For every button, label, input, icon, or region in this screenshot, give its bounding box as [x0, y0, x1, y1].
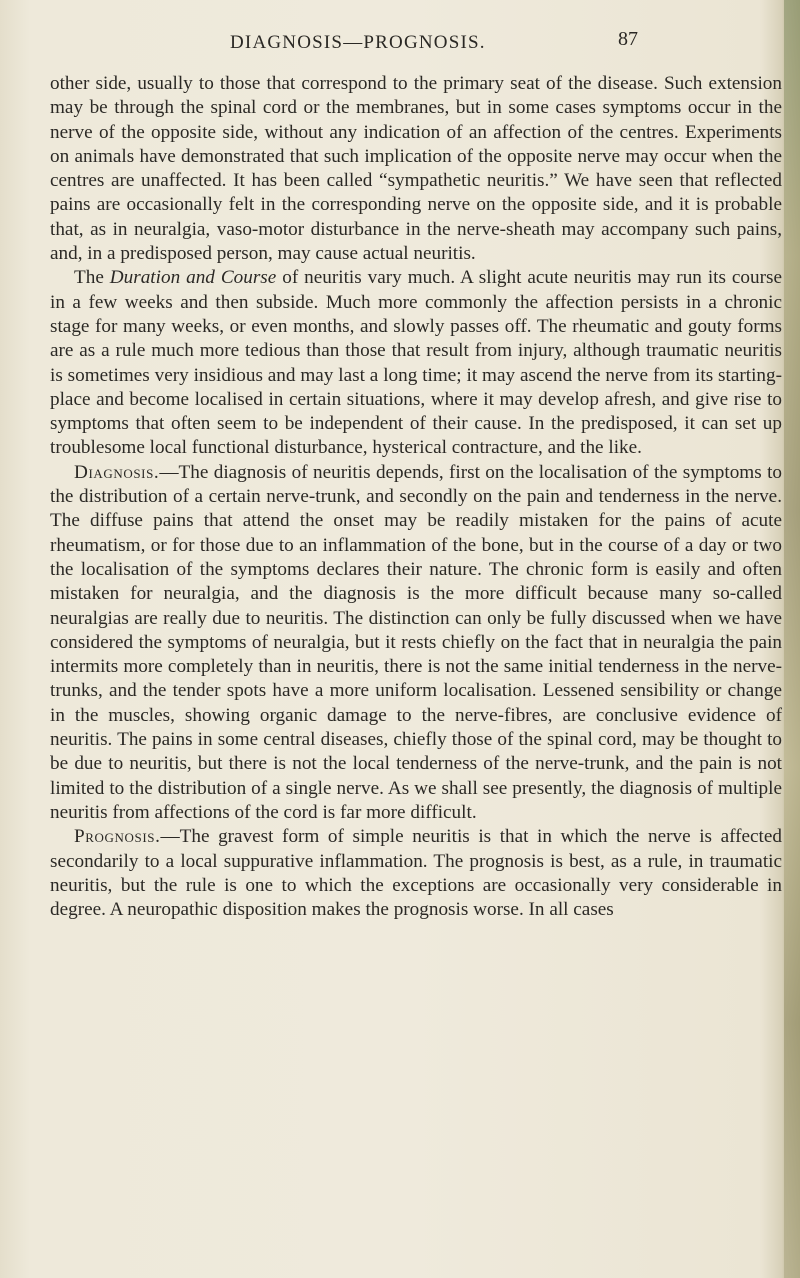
italic-heading: Duration and Course: [109, 267, 277, 289]
body-text: [50, 72, 782, 922]
paragraph-duration-course: [50, 266, 782, 460]
page-header: [0, 28, 800, 60]
paragraph-prefix: The: [74, 267, 110, 289]
paragraph-diagnosis: [50, 461, 782, 825]
running-head: DIAGNOSIS—PROGNOSIS.: [230, 32, 486, 53]
paragraph-text: —The diagnosis of neuritis depends, first on the localisation of the symptoms to the distribution of a certain nerve-trunk, and secondly on the pain and tenderness in the nerve. The diffuse pains that attend the onset may be readily mistaken for the pains of acute rheumatism, or for those due to an inflammation of the bone, but in the course of a day or two the localisation of the symptoms declares their nature. The chronic form is easily and often mistaken for neuralgia, and the diagnosis is the more difficult because many so-called neuralgias are really due to neuritis. The distinction can only be fully discussed when we have considered the symptoms of neuralgia, but it rests chiefly on the fact that in neuralgia the pain intermits more completely than in neuritis, there is not the same initial tenderness in the nerve-trunks, and the tender spots have a more uniform localisation. Lessened sensibility or change in the muscles, showing organic damage to the nerve-fibres, are conclusive evidence of neuritis. The pains in some central diseases, chiefly those of the spinal cord, may be thought to be due to neuritis, but there is not the local tenderness of the nerve-trunk, and the pain is not limited to the distribution of a single nerve. As we shall see presently, the diagnosis of multiple neuritis from affections of the cord is far more difficult.: [50, 461, 782, 823]
page-number: 87: [618, 28, 638, 50]
paragraph-continuation: [50, 72, 782, 266]
section-heading-prognosis: Prognosis.: [74, 826, 161, 848]
paragraph-text: other side, usually to those that correspond to the primary seat of the disease. Such extension may be through the spinal cord or the membranes, but in some cases symptoms occur in the nerve of the opposite side, without any indication of an affection of the centres. Experiments on animals have demonstrated that such implication of the opposite nerve may occur when the centres are unaffected. It has been called “sympathetic neuritis.” We have seen that reflected pains are occasionally felt in the corresponding nerve on the opposite side, and it is probable that, as in neuralgia, vaso-motor disturbance in the nerve-sheath may accompany such pains, and, in a predisposed person, may cause actual neuritis.: [50, 73, 782, 265]
paragraph-text: —The gravest form of simple neuritis is that in which the nerve is affected secondarily to a local suppurative inflammation. The prognosis is best, as a rule, in traumatic neuritis, but the rule is one to which the exceptions are occasionally very considerable in degree. A neuropathic disposition makes the prognosis worse. In all cases: [50, 826, 782, 921]
section-heading-diagnosis: Diagnosis.: [74, 461, 160, 483]
paragraph-prognosis: [50, 825, 782, 922]
page-edge: [784, 0, 800, 1278]
paragraph-text: of neuritis vary much. A slight acute neuritis may run its course in a few weeks and then subside. Much more commonly the affection persists in a chronic stage for many weeks, or even months, and slowly passes off. The rheumatic and gouty forms are as a rule much more tedious than those that result from injury, although traumatic neuritis is sometimes very insidious and may last a long time; it may ascend the nerve from its starting-place and become localised in certain situations, where it may develop afresh, and give rise to symptoms that often seem to be independent of their cause. In the predisposed, it can set up troublesome local functional disturbance, hysterical contracture, and the like.: [50, 267, 782, 459]
